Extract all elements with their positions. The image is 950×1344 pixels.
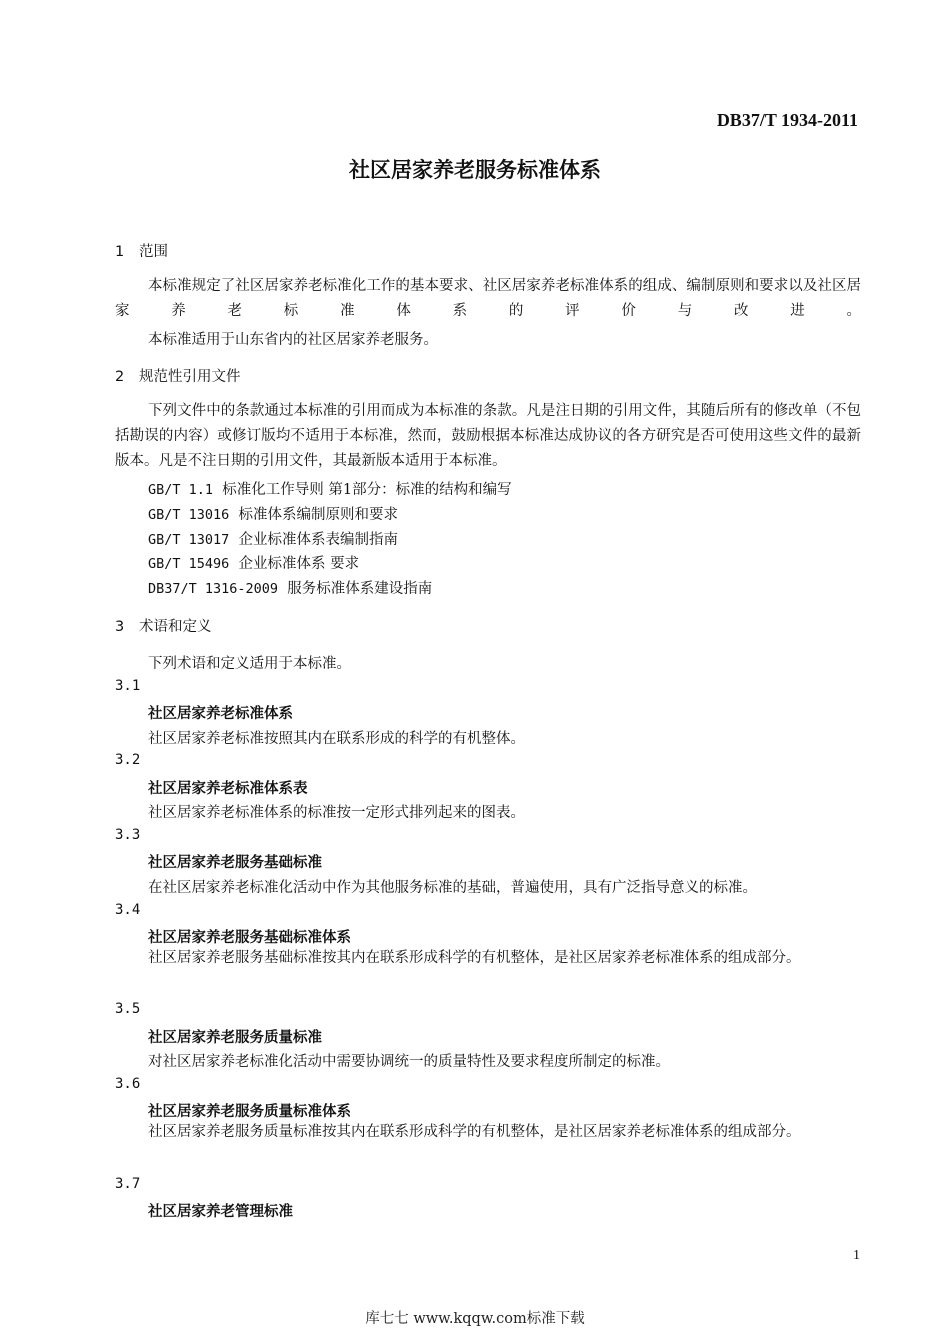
section-number: 3 <box>115 619 125 635</box>
term-number: 3.5 <box>115 1001 141 1017</box>
term-title: 社区居家养老管理标准 <box>148 1204 293 1220</box>
reference-title: 企业标准体系 要求 <box>238 556 360 572</box>
normative-reference <box>148 552 359 573</box>
section-title: 范围 <box>139 244 168 260</box>
term-title: 社区居家养老服务质量标准体系 <box>148 1104 351 1120</box>
footer-watermark[interactable]: 库七七 www.kqqw.com标准下载 <box>365 1311 585 1327</box>
normative-reference <box>148 577 432 598</box>
reference-code: GB/T 1.1 <box>148 482 214 498</box>
term-number: 3.7 <box>115 1176 141 1192</box>
section-1-applicability: 本标准适用于山东省内的社区居家养老服务。 <box>148 332 438 348</box>
term-title: 社区居家养老标准体系 <box>148 706 293 722</box>
term-title: 社区居家养老标准体系表 <box>148 781 308 797</box>
section-2-heading <box>115 365 241 386</box>
term-definition: 对社区居家养老标准化活动中需要协调统一的质量特性及要求程度所制定的标准。 <box>148 1054 670 1070</box>
term-number: 3.3 <box>115 827 141 843</box>
reference-code: GB/T 15496 <box>148 556 230 572</box>
section-1-heading <box>115 240 168 261</box>
term-number: 3.6 <box>115 1076 141 1092</box>
normative-reference <box>148 503 398 524</box>
term-title: 社区居家养老服务基础标准 <box>148 855 322 871</box>
section-number: 2 <box>115 369 125 385</box>
term-definition: 社区居家养老标准体系的标准按一定形式排列起来的图表。 <box>148 805 525 821</box>
term-number: 3.1 <box>115 678 141 694</box>
reference-code: DB37/T 1316-2009 <box>148 581 279 597</box>
reference-title: 服务标准体系建设指南 <box>287 581 433 597</box>
section-3-intro: 下列术语和定义适用于本标准。 <box>148 656 351 672</box>
standard-number: DB37/T 1934-2011 <box>716 110 858 130</box>
section-title: 术语和定义 <box>139 619 212 635</box>
section-title: 规范性引用文件 <box>139 369 241 385</box>
term-definition: 在社区居家养老标准化活动中作为其他服务标准的基础，普遍使用，具有广泛指导意义的标准。 <box>148 880 757 896</box>
section-number: 1 <box>115 244 125 260</box>
section-3-heading <box>115 615 212 636</box>
section-1-paragraph: 本标准规定了社区居家养老标准化工作的基本要求、社区居家养老标准体系的组成、编制原则和要求以及社区居家养老标准体系的评价与改进。 <box>115 278 861 319</box>
normative-reference <box>148 478 512 499</box>
term-definition: 社区居家养老标准按照其内在联系形成的科学的有机整体。 <box>148 731 525 747</box>
section-2-paragraph: 下列文件中的条款通过本标准的引用而成为本标准的条款。凡是注日期的引用文件，其随后所有的修改单（不包括勘误的内容）或修订版均不适用于本标准，然而，鼓励根据本标准达成协议的各方研究是否可使用这些文件的最新版本。凡是不注日期的引用文件，其最新版本适用于本标准。 <box>115 403 861 469</box>
normative-reference <box>148 528 398 549</box>
reference-code: GB/T 13017 <box>148 532 230 548</box>
term-title: 社区居家养老服务基础标准体系 <box>148 930 351 946</box>
reference-title: 标准化工作导则 第1部分：标准的结构和编写 <box>222 482 512 498</box>
reference-code: GB/T 13016 <box>148 507 230 523</box>
page-title: 社区居家养老服务标准体系 <box>349 158 601 182</box>
page-number: 1 <box>853 1248 860 1263</box>
term-definition: 社区居家养老服务基础标准按其内在联系形成科学的有机整体，是社区居家养老标准体系的组成部分。 <box>148 950 801 966</box>
term-definition: 社区居家养老服务质量标准按其内在联系形成科学的有机整体，是社区居家养老标准体系的组成部分。 <box>148 1124 801 1140</box>
reference-title: 标准体系编制原则和要求 <box>238 507 398 523</box>
term-number: 3.4 <box>115 902 141 918</box>
term-number: 3.2 <box>115 752 141 768</box>
reference-title: 企业标准体系表编制指南 <box>238 532 398 548</box>
term-title: 社区居家养老服务质量标准 <box>148 1030 322 1046</box>
